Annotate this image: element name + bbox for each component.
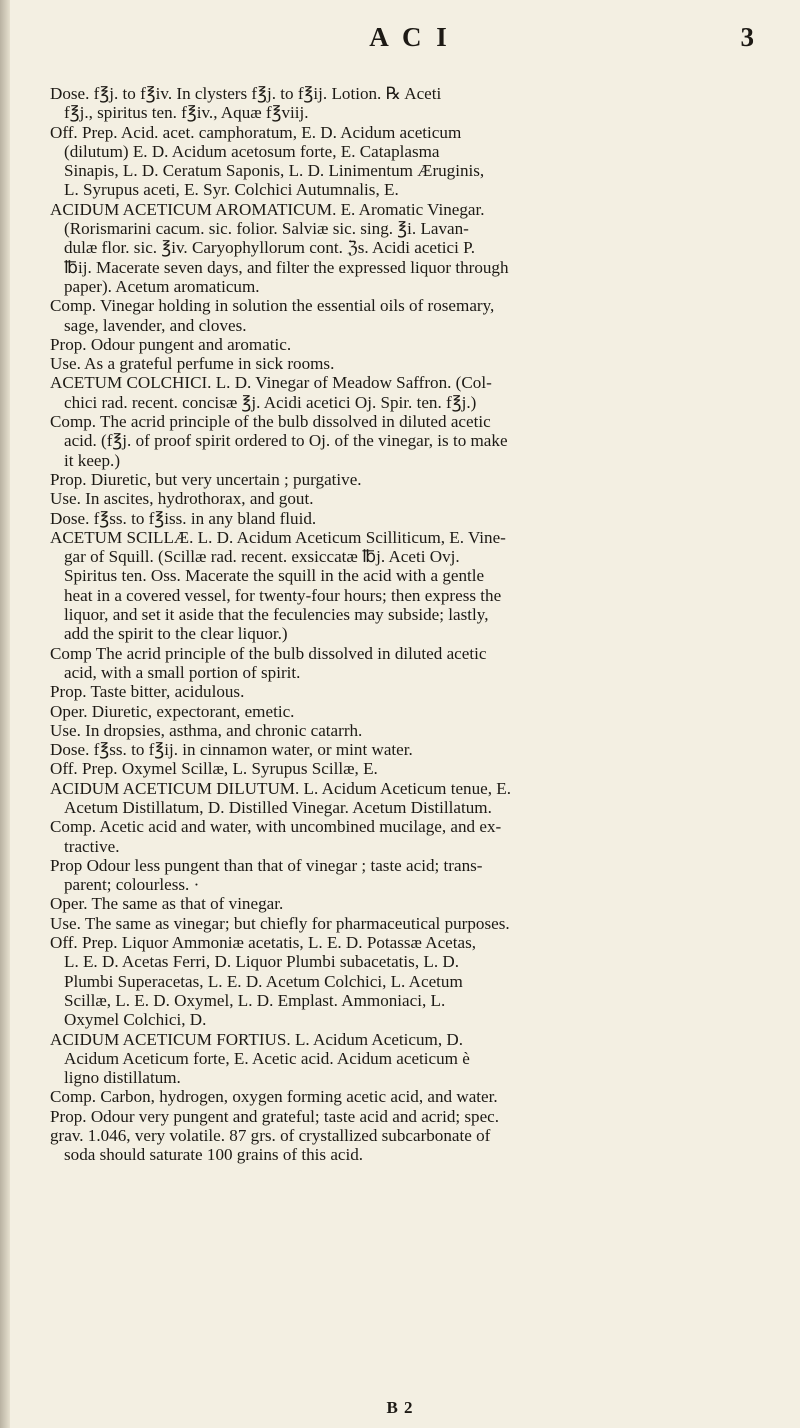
text-line: Prop. Odour pungent and aromatic.: [50, 334, 292, 354]
text-line: Comp. Carbon, hydrogen, oxygen forming acetic acid, and water.: [50, 1087, 498, 1107]
text-line: Prop. Diuretic, but very uncertain ; purgative.: [50, 469, 362, 489]
text-line: ACIDUM ACETICUM FORTIUS. L. Acidum Aceticum, D.: [50, 1029, 464, 1049]
text-line: Comp The acrid principle of the bulb dissolved in diluted acetic: [50, 643, 487, 663]
text-line: acid, with a small portion of spirit.: [64, 662, 301, 682]
text-line: parent; colourless. ·: [64, 875, 200, 895]
text-line: Off. Prep. Oxymel Scillæ, L. Syrupus Scillæ, E.: [50, 759, 378, 779]
signature-mark: B 2: [386, 1398, 414, 1417]
text-line: Comp. Vinegar holding in solution the essential oils of rosemary,: [50, 296, 495, 316]
text-line: (Rorismarini cacum. sic. folior. Salviæ sic. sing. ℥i. Lavan-: [64, 219, 469, 239]
text-line: Use. As a grateful perfume in sick rooms.: [50, 354, 335, 374]
text-line: paper). Acetum aromaticum.: [64, 276, 260, 296]
text-line: acid. (f℥j. of proof spirit ordered to Oj. of the vinegar, is to make: [64, 431, 508, 451]
text-line: liquor, and set it aside that the feculencies may subside; lastly,: [64, 605, 489, 625]
text-line: Prop. Odour very pungent and grateful; taste acid and acrid; spec.: [50, 1106, 500, 1126]
text-line: ℔ij. Macerate seven days, and filter the expressed liquor through: [64, 257, 509, 277]
text-line: Acetum Distillatum, D. Distilled Vinegar. Acetum Distillatum.: [64, 797, 492, 817]
text-line: ligno distillatum.: [64, 1068, 181, 1088]
text-line: Use. The same as vinegar; but chiefly for pharmaceutical purposes.: [50, 913, 510, 933]
text-line: Spiritus ten. Oss. Macerate the squill in the acid with a gentle: [64, 566, 485, 586]
text-line: Use. In ascites, hydrothorax, and gout.: [50, 489, 314, 509]
text-line: ACETUM SCILLÆ. L. D. Acidum Aceticum Scilliticum, E. Vine-: [50, 527, 506, 547]
book-spine-shadow: [0, 0, 10, 1428]
text-line: gar of Squill. (Scillæ rad. recent. exsiccatæ ℔j. Aceti Ovj.: [64, 547, 460, 567]
text-line: Oper. The same as that of vinegar.: [50, 894, 284, 914]
text-line: Oper. Diuretic, expectorant, emetic.: [50, 701, 295, 721]
text-line: (dilutum) E. D. Acidum acetosum forte, E. Cataplasma: [64, 141, 440, 161]
page-body: [50, 84, 775, 1165]
text-line: add the spirit to the clear liquor.): [64, 624, 288, 644]
text-line: soda should saturate 100 grains of this acid.: [64, 1145, 364, 1165]
text-line: Use. In dropsies, asthma, and chronic catarrh.: [50, 720, 363, 740]
text-line: f℥j., spiritus ten. f℥iv., Aquæ f℥viij.: [64, 103, 309, 123]
text-line: heat in a covered vessel, for twenty-four hours; then express the: [64, 585, 502, 605]
running-head: A C I: [369, 22, 451, 52]
text-line: Dose. f℥j. to f℥iv. In clysters f℥j. to f℥ij. Lotion. ℞ Aceti: [50, 84, 442, 103]
text-line: Scillæ, L. E. D. Oxymel, L. D. Emplast. Ammoniaci, L.: [64, 990, 446, 1010]
text-line: Oxymel Colchici, D.: [64, 1010, 207, 1030]
text-line: Comp. Acetic acid and water, with uncombined mucilage, and ex-: [50, 817, 502, 837]
page-number: 3: [740, 22, 754, 52]
text-line: it keep.): [64, 450, 121, 470]
text-line: Dose. f℥ss. to f℥ij. in cinnamon water, or mint water.: [50, 740, 413, 760]
text-line: L. Syrupus aceti, E. Syr. Colchici Autumnalis, E.: [64, 180, 399, 200]
text-line: Off. Prep. Liquor Ammoniæ acetatis, L. E. D. Potassæ Acetas,: [50, 933, 477, 953]
text-line: ACIDUM ACETICUM AROMATICUM. E. Aromatic Vinegar.: [50, 199, 485, 219]
text-line: Off. Prep. Acid. acet. camphoratum, E. D. Acidum aceticum: [50, 122, 462, 142]
text-line: Prop Odour less pungent than that of vinegar ; taste acid; trans-: [50, 855, 483, 875]
text-line: sage, lavender, and cloves.: [64, 315, 247, 335]
text-line: grav. 1.046, very volatile. 87 grs. of crystallized subcarbonate of: [50, 1126, 491, 1146]
text-line: Dose. f℥ss. to f℥iss. in any bland fluid.: [50, 508, 317, 528]
text-line: L. E. D. Acetas Ferri, D. Liquor Plumbi subacetatis, L. D.: [64, 952, 459, 972]
text-line: ACIDUM ACETICUM DILUTUM. L. Acidum Aceticum tenue, E.: [50, 778, 511, 798]
text-line: Prop. Taste bitter, acidulous.: [50, 682, 245, 702]
text-line: ACETUM COLCHICI. L. D. Vinegar of Meadow Saffron. (Col-: [50, 373, 492, 393]
text-line: Acidum Aceticum forte, E. Acetic acid. Acidum aceticum è: [64, 1048, 470, 1068]
page-header: [60, 22, 760, 62]
text-line: Sinapis, L. D. Ceratum Saponis, L. D. Linimentum Æruginis,: [64, 161, 485, 181]
text-line: Comp. The acrid principle of the bulb dissolved in diluted acetic: [50, 412, 491, 432]
text-line: Plumbi Superacetas, L. E. D. Acetum Colchici, L. Acetum: [64, 971, 463, 991]
text-line: tractive.: [64, 836, 120, 856]
text-line: dulæ flor. sic. ℥iv. Caryophyllorum cont. ℨs. Acidi acetici P.: [64, 238, 475, 258]
text-line: chici rad. recent. concisæ ℥j. Acidi acetici Oj. Spir. ten. f℥j.): [64, 392, 477, 412]
